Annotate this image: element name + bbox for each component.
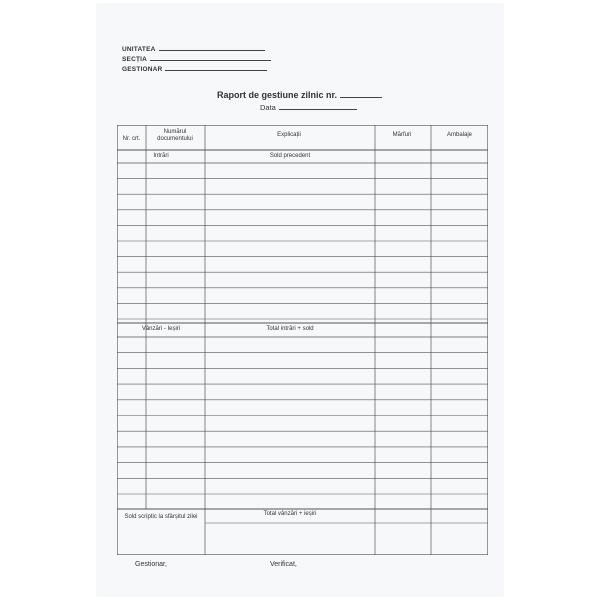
col-header-explicatii: Explicații [277,132,301,138]
unitatea-label: UNITATEA [122,46,156,53]
gestionar-label: GESTIONAR [122,66,163,73]
report-number-field[interactable] [340,97,382,98]
gestionar-field[interactable] [165,69,267,71]
table-grid [117,125,488,555]
report-title [217,90,382,100]
sectia-line [122,56,271,63]
footer-verificat: Verificat, [270,561,297,568]
section-vanzari: Vânzări - Ieșiri [141,326,181,332]
date-label: Data [260,103,276,112]
unitatea-field[interactable] [159,49,265,51]
sold-scriptic-label: Sold scriptic la sfârșitul zilei [124,514,198,520]
total-intrari-sold-label: Total intrări + sold [266,326,314,332]
section-intrari: Intrări [153,153,169,159]
col-header-marfuri: Mărfuri [392,132,412,138]
col-header-nr: Nr. crt. [122,136,141,142]
total-vanzari-iesiri-label: Total vânzări + ieșiri [263,511,317,517]
col-header-ambalaje: Ambalaje [446,132,472,138]
date-line [260,103,357,112]
unitatea-line [122,46,265,53]
col-header-document: Numărul documentului [157,129,193,142]
form-sheet [97,4,503,596]
gestionar-line [122,66,267,73]
sectia-field[interactable] [150,59,271,61]
report-title-text: Raport de gestiune zilnic nr. [217,90,338,100]
footer-gestionar: Gestionar, [135,561,167,568]
sold-precedent-label: Sold precedent [269,153,311,159]
date-field[interactable] [279,109,357,110]
sectia-label: SECȚIA [122,56,148,63]
report-table [117,125,488,555]
